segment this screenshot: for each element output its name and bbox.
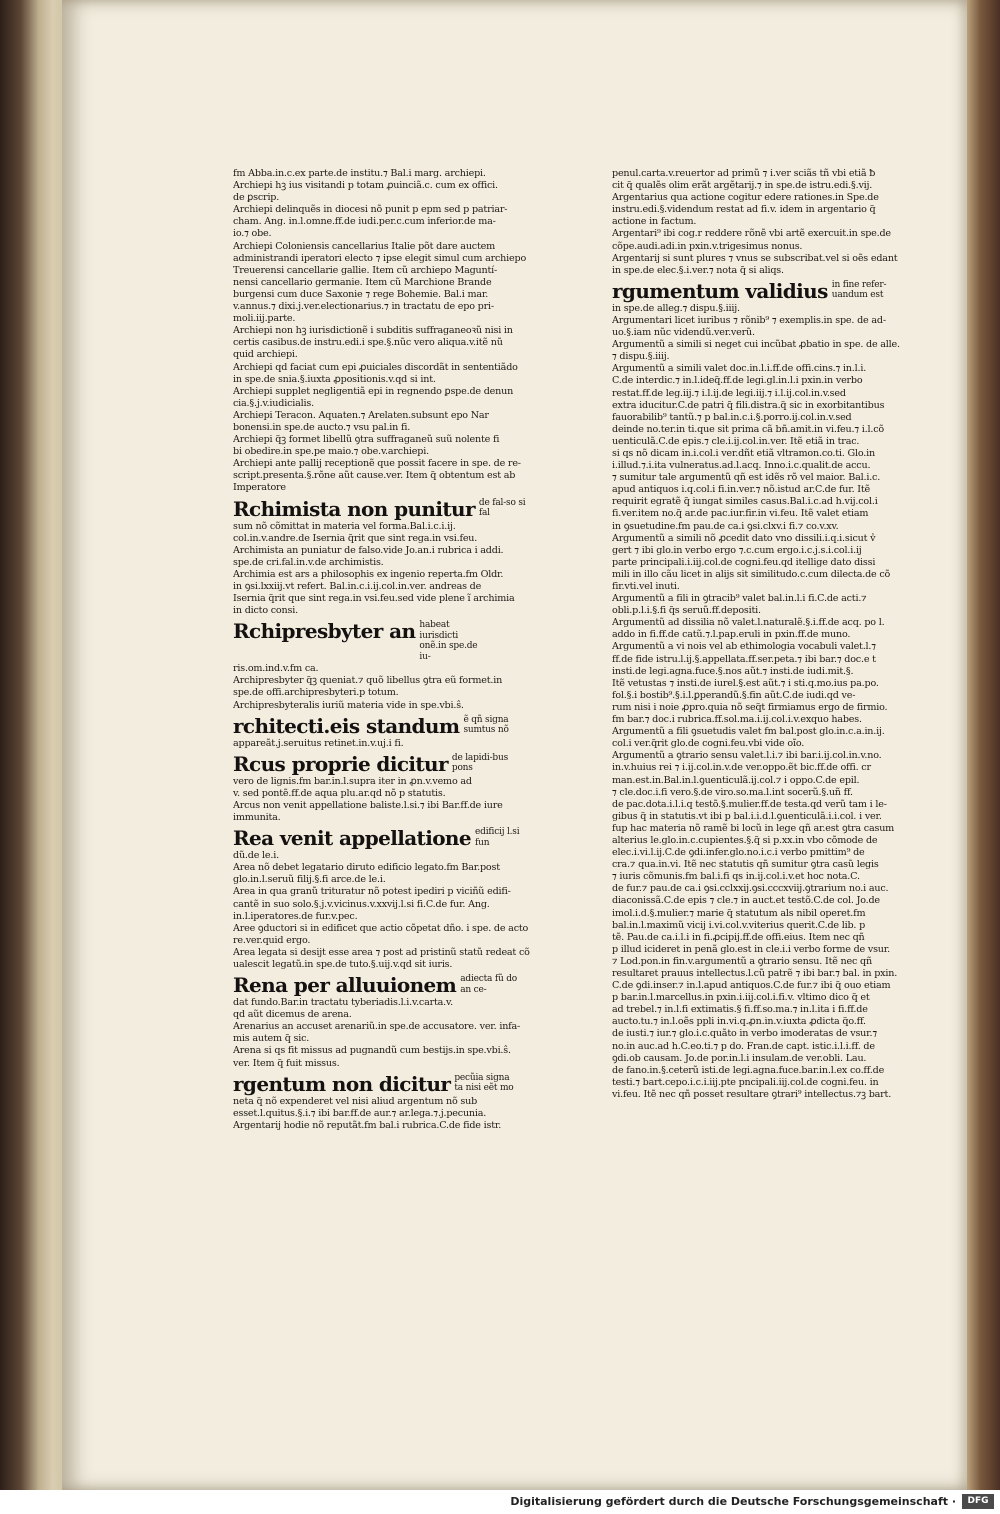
text-line: insti.de legi.agna.fuce.§.nos aũt.⁊ insti.de iudi.mit.§. (612, 665, 854, 677)
text-line: vero de lignis.fm bar.in.l.supra iter in ꝓn.v.vemo ad (233, 775, 472, 787)
text-line: v. sed pontẽ.ff.de aqua plu.ar.qd nõ p statutis. (233, 787, 446, 799)
text-line: Argumentũ a fili ꝯsuetudis valet fm bal.post glo.in.c.a.in.ij. (612, 726, 885, 738)
text-line: Argentari⁹ ibi cog.r reddere rõnẽ vbi artẽ exercuit.in spe.de (612, 228, 891, 240)
text-line: gert ⁊ ibi glo.in verbo ergo ⁊.c.cum ergo.i.c.j.s.i.col.i.ij (612, 544, 862, 556)
text-line: Argumentũ a simili valet doc.in.l.i.ff.de offi.cins.⁊ in.l.i. (612, 363, 867, 375)
text-line: alterius le.glo.in.c.cupientes.§.q̃ si p.xx.in vbo cõmode de (612, 834, 878, 846)
text-line: Archiepi non hꝫ iurisdictionẽ i subditis suffraganeoꝛũ nisi in (233, 325, 513, 337)
text-line: Arenarius an accuset arenariũ.in spe.de accusatore. ver. infa- (233, 1021, 521, 1033)
text-line: resultaret prauus intellectus.l.cũ patrẽ ⁊ ibi bar.⁊ bal. in pxin. (612, 968, 898, 979)
text-line: fir.vti.vel inuti. (612, 581, 680, 592)
text-line: Argumentũ a simili si neget cui incũbat ꝓbatio in spe. de alle. (612, 339, 900, 351)
text-line: extra iducitur.C.de patri q̃ fili.distra.q̃ sic in exorbitantibus (612, 399, 885, 411)
text-line: appareãt.j.seruitus retinet.in.v.uj.i fi. (233, 737, 404, 749)
text-line: bi obedire.in spe.pe maio.⁊ obe.v.archiepi. (233, 446, 429, 458)
text-line: in spe.de snia.§.iuxta ꝓpositionis.v.qd si int. (233, 373, 436, 385)
text-line: Area legata si desijt esse area ⁊ post ad pristinũ statũ redeat cõ (233, 946, 530, 958)
text-line: neta q̃ nõ expenderet vel nisi aliud argentum nõ sub (233, 1095, 478, 1107)
text-line: in dicto consi. (233, 605, 298, 617)
text-line: Archiepi hꝫ ius visitandi p totam ꝓuinciã.c. cum ex offici. (233, 180, 498, 192)
text-line: Itẽ vetustas ⁊ insti.de iurel.§.est aũt.⁊ i sti.q.mo.ius pa.po. (612, 677, 879, 689)
heading-sidenote: in fine refer-uandum est (831, 279, 887, 301)
entry-heading (233, 974, 545, 996)
text-line: fup hac materia nõ ramẽ bi locũ in lege qñ ar.est ꝯtra casum (612, 822, 895, 834)
text-line: Archiepi qd faciat cum epi ꝓuiciales discordãt in sententiãdo (233, 361, 518, 373)
text-line: elec.i.vi.l.ij.C.de ꝯdi.infer.glo.no.i.c.i verbo pmittim⁹ de (612, 847, 865, 859)
text-line: Argumentũ a vi nois vel ab ethimologia vocabuli valet.l.⁊ (612, 641, 876, 653)
text-line: dat fundo.Bar.in tractatu tyberiadis.l.i.v.carta.v. (233, 997, 453, 1009)
text-line: obli.p.l.i.§.fi q̃s seruũ.ff.depositi. (612, 605, 761, 617)
text-line: col.in.v.andre.de Isernia q̃rit que sint rega.in vsi.feu. (233, 532, 478, 544)
text-line: sum nõ cõmittat in materia vel forma.Bal.i.c.i.ij. (233, 520, 456, 532)
text-line: imol.i.d.§.mulier.⁊ marie q̃ statutum als nibil operet.fm (612, 907, 866, 919)
heading-text: rgumentum validius (612, 278, 828, 303)
text-line: cõpe.audi.adi.in pxin.v.trigesimus nonus. (612, 240, 803, 252)
heading-sidenote: adiecta fũ do an ce- (460, 974, 518, 995)
text-line: Argumentũ a simili nõ ꝓcedit dato vno dissili.i.q.i.sicut v̾ (612, 532, 876, 544)
text-line: re.ver.quid ergo. (233, 934, 311, 946)
text-line: glo.in.l.seruũ filij.§.fi arce.de le.i. (233, 874, 386, 886)
heading-text: Rea venit appellatione (233, 826, 472, 851)
text-line: Argentarij hodie nõ reputãt.fm bal.i rubrica.C.de fide istr. (233, 1119, 502, 1131)
text-line: apud antiquos i.q.col.i fi.in.ver.⁊ nõ.istud ar.C.de fur. Itẽ (612, 484, 871, 496)
text-line: ver. Item q̃ fuit missus. (233, 1057, 340, 1069)
text-line: qd aũt dicemus de arena. (233, 1009, 352, 1021)
text-line: bal.in.l.maximũ vicij i.vi.col.v.viterius querit.C.de lib. p (612, 919, 866, 931)
heading-sidenote: pecũia signa ta nisi eẽt mo (454, 1072, 514, 1094)
text-line: Aree ꝯductori si in edificet que actio cõpetat dño. i spe. de acto (233, 922, 529, 934)
text-line: ff.de fide istru.l.ij.§.appellata.ff.ser.peta.⁊ ibi bar.⁊ doc.e t (612, 653, 876, 665)
text-line: uo.§.iam nũc videndũ.ver.verũ. (612, 327, 755, 339)
text-line: deinde no.ter.in ti.que sit prima cã bñ.amit.in vi.feu.⁊ i.l.cõ (612, 423, 884, 435)
right-text-column (612, 168, 924, 1101)
text-line: ad trebel.⁊ in.l.fi extimatis.§ fi.ff.so.ma.⁊ in.l.ita i fi.ff.de (612, 1004, 868, 1016)
text-line: Archiepi Teracon. Aquaten.⁊ Arelaten.subsunt epo Nar (233, 409, 489, 421)
text-line: cham. Ang. in.l.omne.ff.de iudi.per.c.cum inferior.de ma- (233, 216, 496, 228)
text-line: Archimia est ars a philosophis ex ingenio reperta.fm Oldr. (233, 568, 504, 580)
text-line: actione in factum. (612, 216, 697, 228)
text-line: Archipresbyteralis iuriũ materia vide in spe.vbi.ŝ. (233, 699, 464, 711)
text-line: cantẽ in suo solo.§.j.v.vicinus.v.xxvij.l.si fi.C.de fur. Ang. (233, 898, 490, 910)
text-line: mili in illo cãu licet in alijs sit similitudo.c.cum dilecta.de cõ (612, 568, 891, 580)
text-line: Argentarij si sunt plures ⁊ vnus se subscribat.vel si oẽs edant (612, 252, 898, 264)
heading-text: Rchipresbyter an (233, 619, 416, 644)
text-line: Archiepi ante pallij receptionẽ que possit facere in spe. de re- (233, 458, 521, 470)
text-line: io.⁊ obe. (233, 228, 272, 240)
heading-sidenote: de fal-so si fal (478, 497, 526, 519)
dfg-logo: DFG (962, 1494, 994, 1509)
text-line: Archipresbyter q̃ꝫ queniat.⁊ quõ libellus ꝯtra eũ formet.in (233, 675, 503, 687)
text-line: Isernia q̃rit que sint rega.in vsi.feu.sed vide plene ĩ archimia (233, 593, 515, 605)
text-line: Imperatore (233, 482, 286, 494)
text-line: in ꝯsuetudine.fm pau.de ca.i ꝯsi.clxv.i fi.⁊ co.v.xv. (612, 520, 839, 532)
heading-sidenote: ẽ qñ signa sumtus nõ (463, 714, 509, 736)
text-line: de pac.dota.i.l.i.q testõ.§.mulier.ff.de testa.qd verũ tam i le- (612, 798, 887, 810)
text-line: spe.de offi.archipresbyteri.p totum. (233, 687, 399, 699)
text-line: bonensi.in spe.de aucto.⁊ vsu pal.in fi. (233, 421, 411, 433)
text-line: testi.⁊ bart.cepo.i.c.i.iij.pte pncipali.iij.col.de cogni.feu. in (612, 1076, 879, 1088)
text-line: man.est.in.Bal.in.l.ꝯuenticulã.ij.col.⁊ i oppo.C.de epil. (612, 774, 860, 786)
text-line: Area in qua granũ trituratur nõ potest ipediri p viciñũ edifi- (233, 886, 511, 898)
text-line: diaconissã.C.de epis ⁊ cle.⁊ in auct.et testõ.C.de col. Jo.de (612, 895, 880, 907)
text-line: ⁊ Lod.pon.in fin.v.argumentũ a ꝯtrario sensu. Itẽ nec qñ (612, 955, 872, 967)
book-right-edge (967, 0, 1000, 1490)
text-line: Archiepi supplet negligentiã epi in regnendo ꝑspe.de denun (233, 385, 514, 397)
book-left-edge (0, 0, 70, 1490)
text-line: Treuerensi cancellarie gallie. Item cũ archiepo Maguntí- (233, 264, 498, 276)
entry-heading (233, 498, 545, 520)
text-line: in.l.iperatores.de fur.v.pec. (233, 910, 358, 922)
text-line: quid archiepi. (233, 349, 298, 361)
entry-heading (612, 280, 924, 302)
text-line: C.de ꝯdi.inser.⁊ in.l.apud antiquos.C.de fur.⁊ ibi q̃ ouo etiam (612, 980, 891, 992)
text-line: burgensi cum duce Saxonie ⁊ rege Bohemie. Bal.i mar. (233, 288, 489, 300)
text-line: Archiepi Coloniensis cancellarius Italie põt dare auctem (233, 240, 496, 252)
text-line: Arcus non venit appellatione baliste.l.si.⁊ ibi Bar.ff.de iure (233, 799, 503, 811)
text-line: cra.⁊ qua.in.vi. Itẽ nec statutis qñ sumitur ꝯtra casũ legis (612, 859, 879, 871)
entry-heading (233, 827, 545, 849)
text-line: restat.ff.de leg.iij.⁊ i.l.ij.de legi.iij.⁊ i.l.ij.col.in.v.sed (612, 387, 846, 399)
text-line: ⁊ dispu.§.iiij. (612, 351, 670, 363)
text-line: de ꝑscrip. (233, 192, 280, 204)
text-line: Argumentũ a fili in ꝯtracib⁹ valet bal.in.l.i fi.C.de acti.⁊ (612, 593, 867, 605)
text-line: ꝯdi.ob causam. Jo.de por.in.l.i insulam.de ver.obli. Lau. (612, 1052, 867, 1064)
text-line: ⁊ cle.doc.i.fi vero.§.de viro.so.ma.l.int socerũ.§.uñ ff. (612, 786, 853, 798)
text-line: fauorabilib⁹ tantũ.⁊ p bal.in.c.i.§.porro.ij.col.in.v.sed (612, 411, 852, 423)
text-line: cit q̃ qualẽs olim erãt argẽtarij.⁊ in spe.de istru.edi.§.vij. (612, 180, 873, 192)
text-line: in spe.de alleg.⁊ dispu.§.iiij. (612, 302, 740, 314)
text-line: parte principali.i.iij.col.de cogni.feu.qd itellige dato dissi (612, 556, 876, 568)
text-line: moli.iij.parte. (233, 313, 296, 325)
text-line: Area nõ debet legatario diruto edificio legato.fm Bar.post (233, 862, 500, 874)
entry-heading (233, 715, 545, 737)
text-line: aucto.tu.⁊ in.l.oẽs ppli in.vi.q.ꝓn.in.v.iuxta ꝓdicta q̃o.ff. (612, 1016, 866, 1028)
text-line: gibus q̃ in statutis.vt ibi p bal.i.i.d.l.ꝯuenticulã.i.i.col. i ver. (612, 810, 882, 822)
text-line: certis casibus.de instru.edi.i spe.§.nũc vero aliqua.v.itẽ nũ (233, 337, 503, 349)
text-line: spe.de cri.fal.in.v.de archimistis. (233, 556, 384, 568)
entry-heading (233, 753, 545, 775)
text-line: rum nisi i noie ꝓpro.quia nõ seq̃t firmiamus ergo de firmio. (612, 701, 888, 713)
text-line: p bar.in.l.marcellus.in pxin.i.iij.col.i.fi.v. vltimo dico q̃ et (612, 992, 870, 1004)
text-line: Argumentũ ad dissilia nõ valet.l.naturalẽ.§.i.ff.de acq. po l. (612, 617, 885, 629)
text-line: Argumentari licet iuribus ⁊ rõnib⁹ ⁊ exemplis.in spe. de ad- (612, 314, 886, 326)
text-line: de fano.in.§.ceterũ isti.de legi.agna.fuce.bar.in.l.ex co.ff.de (612, 1064, 885, 1076)
heading-text: Rena per alluuionem (233, 973, 457, 998)
text-line: p illud icideret in penã glo.est in cle.i.i verbo forme de vsur. (612, 943, 890, 955)
text-line: fol.§.i bostib⁹.§.i.l.ꝑperandũ.§.fin aũt.C.de iudi.qd ve- (612, 689, 856, 701)
text-line: Archiepi delinquẽs in diocesi nõ punit p epm sed p patriar- (233, 204, 508, 216)
text-line: administrandi iperatori electo ⁊ ipse elegit simul cum archiepo (233, 252, 527, 264)
text-line: addo in fi.ff.de catũ.⁊.l.pap.eruli in pxin.ff.de muno. (612, 629, 851, 641)
text-line: ⁊ sumitur tale argumentũ qñ est idẽs rõ vel maior. Bal.i.c. (612, 472, 881, 484)
heading-sidenote: de lapidi-bus pons (451, 752, 508, 774)
heading-text: rchitecti.eis standum (233, 713, 460, 738)
text-line: esset.l.quitus.§.i.⁊ ibi bar.ff.de aur.⁊ ar.lega.⁊.j.pecunia. (233, 1107, 487, 1119)
text-line: in ꝯsi.lxxiij.vt refert. Bal.in.c.i.ij.col.in.ver. andreas de (233, 581, 482, 592)
entry-heading (233, 1073, 545, 1095)
heading-sidenote: edificij l.si fun (475, 827, 520, 848)
text-line: no.in auc.ad h.C.eo.ti.⁊ p do. Fran.de capt. istic.i.l.i.ff. de (612, 1040, 875, 1052)
text-line: cia.§.j.v.iudicialis. (233, 397, 314, 409)
text-line: requirit egratẽ q̃ iungat similes casus.Bal.i.c.ad h.vij.col.i (612, 496, 878, 508)
text-line: penul.carta.v.reuertor ad primũ ⁊ i.ver sciãs tñ vbi etiã ƀ (612, 168, 876, 179)
text-line: ualescit legatũ.in spe.de tuto.§.uij.v.qd sit iuris. (233, 958, 453, 970)
text-line: script.presenta.§.rõne aũt cause.ver. Item q̃ obtentum est ab (233, 470, 516, 482)
footer-bar (0, 1490, 1000, 1514)
text-line: in.v.huius rei ⁊ i.ij.col.in.v.de ver.oppo.ẽt bic.ff.de offi. cr (612, 762, 871, 774)
heading-sidenote: habeat iurisdicti onẽ.in spe.de iu- (419, 620, 478, 662)
text-line: Arena si qs fit missus ad pugnandũ cum bestijs.in spe.vbi.ŝ. (233, 1045, 511, 1057)
text-line: immunita. (233, 812, 281, 824)
text-line: i.illud.⁊.i.ita vulneratus.ad.l.acq. Inno.i.c.qualit.de accu. (612, 460, 871, 472)
text-line: ⁊ iuris cõmunis.fm bal.i.fi qs in.ij.col.i.v.et hoc nota.C. (612, 871, 860, 883)
text-line: instru.edi.§.videndum restat ad fi.v. idem in argentario q̃ (612, 204, 876, 216)
text-line: fi.ver.item no.q̃ ar.de pac.iur.fir.in vi.feu. Itẽ valet etiam (612, 508, 869, 520)
text-line: col.i ver.q̃rit glo.de cogni.feu.vbi vide oĩo. (612, 738, 805, 750)
text-line: v.annus.⁊ dixi.j.ver.electionarius.⁊ in tractatu de epo pri- (233, 301, 494, 313)
text-line: mis autem q̃ sic. (233, 1033, 310, 1045)
text-line: de fur.⁊ pau.de ca.i ꝯsi.cclxxij.ꝯsi.cccxviij.ꝯtrarium no.i auc. (612, 883, 889, 895)
text-line: de iusti.⁊ iur.⁊ glo.i.c.quãto in verbo imoderatas de vsur.⁊ (612, 1028, 877, 1040)
footer-credit: Digitalisierung gefördert durch die Deutsche Forschungsgemeinschaft · (510, 1495, 956, 1508)
text-line: in spe.de elec.§.i.ver.⁊ nota q̃ si aliqs. (612, 264, 784, 276)
text-line: uenticulã.C.de epis.⁊ cle.i.ij.col.in.ver. Itẽ etiã in trac. (612, 435, 860, 447)
text-line: si qs nõ dicam in.i.col.i ver.dñt etiã vltramon.co.ti. Glo.in (612, 447, 875, 459)
heading-text: Rcus proprie dicitur (233, 751, 448, 776)
text-line: tẽ. Pau.de ca.i.l.i in fi.ꝓcipij.ff.de offi.eius. Item nec qñ (612, 931, 865, 943)
text-line: Argentarius qua actione cogitur edere rationes.in Spe.de (612, 192, 879, 204)
text-line: ris.om.ind.v.fm ca. (233, 663, 319, 675)
heading-text: rgentum non dicitur (233, 1071, 451, 1096)
text-line: Argumentũ a ꝯtrario sensu valet.l.i.⁊ ibi bar.i.ij.col.in.v.no. (612, 750, 882, 762)
left-text-column (233, 168, 545, 1132)
text-line: Archimista an puniatur de falso.vide Jo.an.i rubrica i addi. (233, 544, 504, 556)
text-line: fm Abba.in.c.ex parte.de institu.⁊ Bal.i marg. archiepi. (233, 168, 486, 179)
text-line: Archiepi q̃ꝫ formet libellũ ꝯtra suffraganeũ suũ nolente fi (233, 434, 500, 446)
text-line: dũ.de le.i. (233, 850, 279, 862)
text-line: nensi cancellario germanie. Item cũ Marchione Brande (233, 276, 492, 288)
text-line: vi.feu. Itẽ nec qñ posset resultare ꝯtrari⁹ intellectus.⁊ꝫ bart. (612, 1088, 892, 1100)
text-line: C.de interdic.⁊ in.l.ideq̃.ff.de legi.gl.in.l.i pxin.in verbo (612, 375, 863, 387)
entry-heading (233, 620, 545, 662)
heading-text: Rchimista non punitur (233, 496, 475, 521)
text-line: fm bar.⁊ doc.i rubrica.ff.sol.ma.i.ij.col.i.v.exquo habes. (612, 714, 862, 726)
